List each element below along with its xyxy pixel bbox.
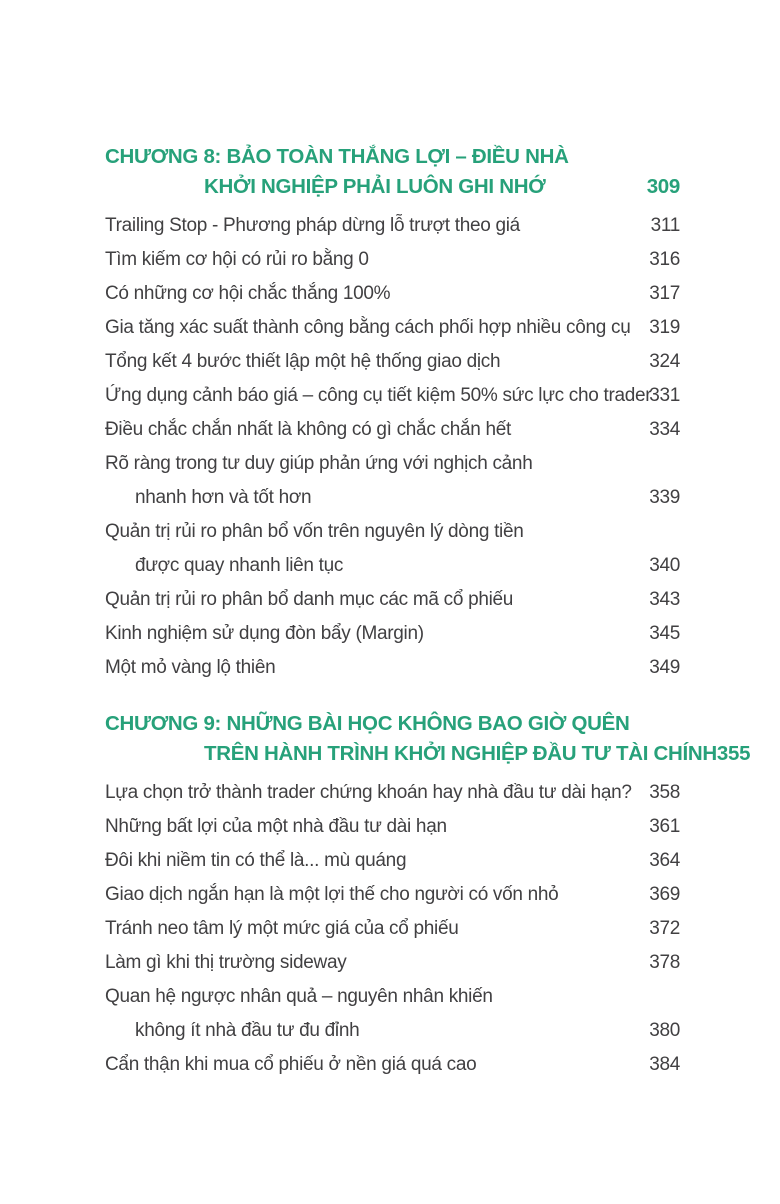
chapter-heading-line2: [105, 739, 751, 769]
entry-title: [105, 912, 637, 946]
toc-entry: [105, 311, 680, 345]
entry-title: [105, 209, 639, 243]
toc-entry: [105, 651, 680, 685]
entry-title-line: Trailing Stop - Phương pháp dừng lỗ trượt theo giá: [105, 215, 520, 236]
entry-title: [105, 311, 637, 345]
entry-title: [105, 243, 637, 277]
toc-entry: [105, 277, 680, 311]
entry-title: [105, 345, 637, 379]
entry-page-number: 345: [649, 623, 680, 644]
chapter-heading-line2: [105, 172, 680, 202]
toc-entry: [105, 209, 680, 243]
entry-title-line: Lựa chọn trở thành trader chứng khoán hay nhà đầu tư dài hạn?: [105, 782, 632, 803]
chapter-title-line1: NHỮNG BÀI HỌC KHÔNG BAO GIỜ QUÊN: [226, 712, 630, 735]
entry-title-line: Ứng dụng cảnh báo giá – công cụ tiết kiệm 50% sức lực cho trader: [105, 385, 652, 406]
entry-title-line: Điều chắc chắn nhất là không có gì chắc chắn hết: [105, 419, 511, 440]
entry-title: [105, 617, 637, 651]
entry-page-number: 343: [649, 589, 680, 610]
entry-title: [105, 413, 637, 447]
toc-entry: [105, 912, 680, 946]
entry-title-line: Tránh neo tâm lý một mức giá của cổ phiếu: [105, 918, 459, 939]
entry-title: [105, 651, 637, 685]
toc-entry: [105, 379, 680, 413]
toc-entry: [105, 583, 680, 617]
chapter-entries: [105, 776, 680, 1082]
toc-entry: [105, 946, 680, 980]
toc-entry: [105, 617, 680, 651]
toc-entry: [105, 345, 680, 379]
entry-title: [105, 844, 637, 878]
chapter-page-number: 355: [716, 742, 751, 765]
entry-title-line: Giao dịch ngắn hạn là một lợi thế cho người có vốn nhỏ: [105, 884, 559, 905]
entry-title-line: Tìm kiếm cơ hội có rủi ro bằng 0: [105, 249, 369, 270]
chapter-heading: [105, 709, 751, 769]
entry-title-line: Cẩn thận khi mua cổ phiếu ở nền giá quá cao: [105, 1054, 477, 1075]
entry-title-line: Đôi khi niềm tin có thể là... mù quáng: [105, 850, 407, 871]
entry-page-number: 361: [649, 816, 680, 837]
chapter-title-line1: BẢO TOÀN THẮNG LỢI – ĐIỀU NHÀ: [226, 145, 569, 168]
entry-title-line: Gia tăng xác suất thành công bằng cách phối hợp nhiều công cụ: [105, 317, 631, 338]
entry-page-number: 334: [649, 419, 680, 440]
entry-page-number: 378: [649, 952, 680, 973]
chapter-heading-line1: [105, 709, 680, 739]
chapter-section: [105, 709, 751, 1082]
toc-entry: [105, 413, 680, 447]
toc-entry: [105, 447, 680, 515]
entry-title-line: Có những cơ hội chắc thắng 100%: [105, 283, 391, 304]
toc-entry: [105, 810, 680, 844]
entry-page-number: 364: [649, 850, 680, 871]
entry-page-number: 339: [649, 487, 680, 508]
entry-title-continuation: không ít nhà đầu tư đu đỉnh: [135, 1020, 360, 1041]
chapter-label: CHƯƠNG 8:: [105, 145, 222, 168]
entry-title-line: Quản trị rủi ro phân bổ vốn trên nguyên lý dòng tiền: [105, 521, 524, 542]
entry-page-number: 311: [650, 215, 680, 236]
entry-page-number: 380: [649, 1020, 680, 1041]
toc-entry: [105, 844, 680, 878]
entry-page-number: 384: [649, 1054, 680, 1075]
toc-entry: [105, 515, 680, 583]
entry-title: [105, 810, 637, 844]
chapter-entries: [105, 209, 680, 685]
entry-title: [105, 946, 637, 980]
entry-title: [105, 1048, 637, 1082]
entry-page-number: 372: [649, 918, 680, 939]
chapter-heading: [105, 142, 680, 202]
chapter-label: CHƯƠNG 9:: [105, 712, 222, 735]
entry-page-number: 319: [649, 317, 680, 338]
toc-entry: [105, 980, 680, 1048]
entry-title-line: Quản trị rủi ro phân bổ danh mục các mã cổ phiếu: [105, 589, 514, 610]
entry-title-line: Tổng kết 4 bước thiết lập một hệ thống giao dịch: [105, 351, 501, 372]
toc-entry: [105, 1048, 680, 1082]
entry-title-continuation: nhanh hơn và tốt hơn: [135, 487, 312, 508]
entry-title-line: Quan hệ ngược nhân quả – nguyên nhân khiến: [105, 986, 493, 1007]
entry-page-number: 340: [649, 555, 680, 576]
toc-entry: [105, 776, 680, 810]
entry-title: [105, 515, 637, 583]
entry-title: [105, 878, 637, 912]
entry-page-number: 349: [649, 657, 680, 678]
toc-entry: [105, 243, 680, 277]
entry-page-number: 358: [649, 782, 680, 803]
entry-title: [105, 776, 637, 810]
entry-title-line: Một mỏ vàng lộ thiên: [105, 657, 276, 678]
entry-page-number: 369: [649, 884, 680, 905]
table-of-contents: [105, 142, 751, 1082]
entry-title: [105, 980, 637, 1048]
entry-page-number: 316: [649, 249, 680, 270]
entry-page-number: 324: [649, 351, 680, 372]
chapter-title-line2: KHỞI NGHIỆP PHẢI LUÔN GHI NHỚ: [204, 175, 546, 198]
entry-title: [105, 447, 637, 515]
entry-title-line: Làm gì khi thị trường sideway: [105, 952, 347, 973]
entry-title-continuation: được quay nhanh liên tục: [135, 555, 344, 576]
entry-title-line: Những bất lợi của một nhà đầu tư dài hạn: [105, 816, 447, 837]
chapter-page-number: 309: [646, 175, 680, 198]
entry-title: [105, 379, 652, 413]
entry-page-number: 331: [649, 385, 680, 406]
entry-title: [105, 277, 637, 311]
entry-title-line: Kinh nghiệm sử dụng đòn bẩy (Margin): [105, 623, 424, 644]
chapter-title-line2: TRÊN HÀNH TRÌNH KHỞI NGHIỆP ĐẦU TƯ TÀI CHÍNH: [204, 742, 717, 765]
chapter-heading-line1: [105, 142, 680, 172]
entry-page-number: 317: [649, 283, 680, 304]
chapter-section: [105, 142, 680, 685]
toc-entry: [105, 878, 680, 912]
entry-title-line: Rõ ràng trong tư duy giúp phản ứng với nghịch cảnh: [105, 453, 533, 474]
entry-title: [105, 583, 637, 617]
